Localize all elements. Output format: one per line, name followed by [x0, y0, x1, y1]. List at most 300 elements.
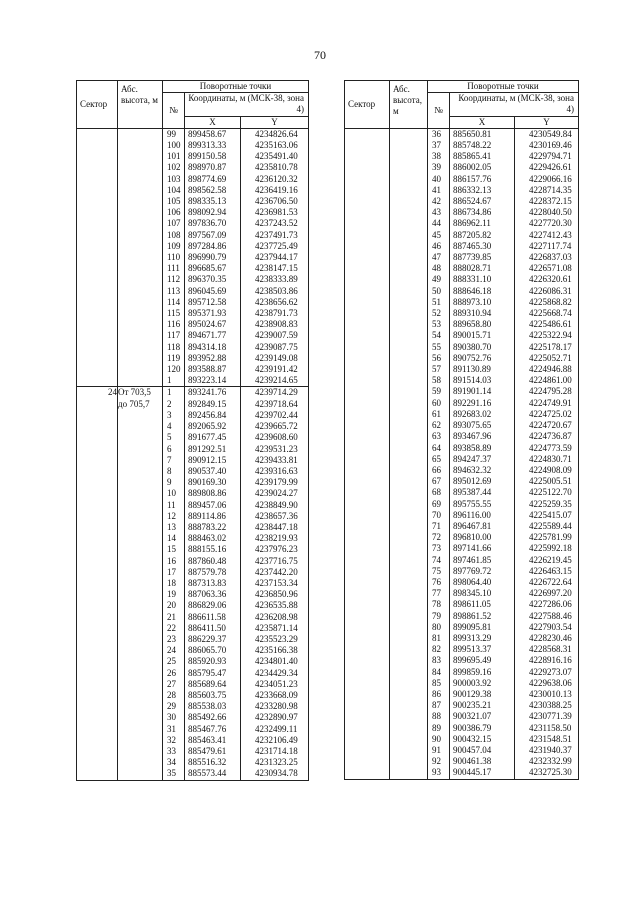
x-coordinate: 886229.37	[188, 633, 227, 644]
point-number: 19	[167, 589, 176, 600]
x-coordinate: 900235.21	[453, 700, 492, 711]
point-number: 29	[167, 701, 176, 712]
point-number: 118	[167, 341, 181, 352]
y-coordinate: 4237491.73	[255, 229, 298, 240]
x-coordinate: 898774.69	[188, 173, 227, 184]
y-coordinate: 4235810.78	[255, 162, 298, 173]
point-number: 79	[432, 610, 441, 621]
x-coordinate: 899695.49	[453, 655, 492, 666]
point-number: 9	[167, 477, 172, 488]
y-coordinate: 4239665.72	[255, 421, 298, 432]
y-coordinate: 4239087.75	[255, 341, 298, 352]
point-number: 7	[167, 454, 172, 465]
y-coordinate: 4234051.23	[255, 678, 298, 689]
point-number: 18	[167, 577, 176, 588]
x-coordinate: 885467.76	[188, 723, 227, 734]
y-coordinate: 4230010.13	[529, 688, 572, 699]
y-coordinate: 4235491.40	[255, 151, 298, 162]
x-coordinate: 894314.18	[188, 341, 227, 352]
y-coordinate: 4228372.15	[529, 196, 572, 207]
x-coordinate: 891901.14	[453, 386, 492, 397]
y-coordinate: 4236535.88	[255, 600, 298, 611]
y-coordinate: 4238219.93	[255, 533, 298, 544]
y-coordinate: 4230169.46	[529, 140, 572, 151]
x-coordinate: 899859.16	[453, 666, 492, 677]
point-number: 34	[167, 757, 176, 768]
point-number: 115	[167, 308, 181, 319]
x-coordinate: 893075.65	[453, 420, 492, 431]
point-number: 88	[432, 711, 441, 722]
y-coordinate: 4239191.42	[255, 364, 298, 375]
point-number: 102	[167, 162, 181, 173]
x-coordinate: 897141.66	[453, 543, 492, 554]
y-coordinate: 4236419.16	[255, 184, 298, 195]
y-header: Y	[241, 116, 309, 128]
point-number: 44	[432, 218, 441, 229]
point-number: 48	[432, 263, 441, 274]
x-coordinate: 887205.82	[453, 229, 492, 240]
x-coordinate: 886524.67	[453, 196, 492, 207]
x-coordinate: 894632.32	[453, 464, 492, 475]
y-coordinate: 4224908.09	[529, 464, 572, 475]
right-table-body	[345, 128, 579, 779]
point-number: 75	[432, 565, 441, 576]
x-coordinate: 887860.48	[188, 555, 227, 566]
sector-header: Сектор	[345, 81, 390, 129]
x-coordinate: 890912.15	[188, 454, 227, 465]
y-coordinate: 4234801.40	[255, 656, 298, 667]
point-number: 57	[432, 364, 441, 375]
point-number: 35	[167, 768, 176, 779]
x-coordinate: 886332.13	[453, 184, 492, 195]
point-number: 30	[167, 712, 176, 723]
point-number: 67	[432, 476, 441, 487]
x-coordinate: 888646.18	[453, 285, 492, 296]
x-coordinate: 891677.45	[188, 432, 227, 443]
x-coordinate: 890752.76	[453, 352, 492, 363]
sector-group-row	[77, 128, 309, 387]
point-number: 93	[432, 767, 441, 778]
point-number: 59	[432, 386, 441, 397]
x-coordinate: 891292.51	[188, 443, 227, 454]
point-number: 111	[167, 263, 180, 274]
x-coordinate: 897836.70	[188, 218, 227, 229]
y-coordinate: 4236981.53	[255, 207, 298, 218]
point-number: 72	[432, 532, 441, 543]
point-number: 36	[432, 128, 441, 139]
point-number: 83	[432, 655, 441, 666]
y-coordinate: 4229273.07	[529, 666, 572, 677]
x-coordinate: 900003.92	[453, 677, 492, 688]
y-coordinate: 4237243.52	[255, 218, 298, 229]
y-coordinate: 4239702.44	[255, 409, 298, 420]
y-coordinate: 4225052.71	[529, 352, 572, 363]
num-header: №	[428, 93, 450, 129]
x-coordinate: 899150.58	[188, 151, 227, 162]
y-coordinate: 4236706.50	[255, 196, 298, 207]
point-number: 70	[432, 509, 441, 520]
x-coordinate: 898970.87	[188, 162, 227, 173]
x-coordinate: 894247.37	[453, 453, 492, 464]
y-coordinate: 4235871.14	[255, 622, 298, 633]
num-header: №	[163, 93, 185, 129]
point-number: 23	[167, 633, 176, 644]
point-number: 41	[432, 184, 441, 195]
point-number: 91	[432, 744, 441, 755]
point-number: 14	[167, 533, 176, 544]
point-number-column	[428, 128, 450, 779]
abs-height-cell	[390, 128, 428, 779]
x-coordinate: 895012.69	[453, 476, 492, 487]
y-coordinate: 4225992.18	[529, 543, 572, 554]
x-coordinate: 897769.72	[453, 565, 492, 576]
point-number: 26	[167, 667, 176, 678]
y-coordinate: 4224773.59	[529, 442, 572, 453]
x-coordinate: 890537.40	[188, 465, 227, 476]
x-coordinate: 895755.55	[453, 498, 492, 509]
point-number: 110	[167, 252, 181, 263]
y-coordinate-column	[241, 128, 309, 387]
point-number: 107	[167, 218, 181, 229]
point-number: 42	[432, 196, 441, 207]
y-coordinate: 4236850.96	[255, 589, 298, 600]
y-coordinate: 4225259.35	[529, 498, 572, 509]
x-coordinate: 886829.06	[188, 600, 227, 611]
x-coordinate: 897284.86	[188, 240, 227, 251]
point-number: 54	[432, 330, 441, 341]
x-coordinate: 892456.84	[188, 409, 227, 420]
point-number: 3	[167, 409, 172, 420]
x-coordinate: 885748.22	[453, 140, 492, 151]
y-coordinate: 4229066.16	[529, 173, 572, 184]
point-number: 40	[432, 173, 441, 184]
point-number: 32	[167, 734, 176, 745]
point-number: 16	[167, 555, 176, 566]
point-number: 68	[432, 487, 441, 498]
y-coordinate: 4231714.18	[255, 745, 298, 756]
x-coordinate: 888028.71	[453, 263, 492, 274]
x-coordinate: 895712.58	[188, 296, 227, 307]
point-number: 62	[432, 420, 441, 431]
point-number: 24	[167, 645, 176, 656]
point-number: 120	[167, 364, 181, 375]
x-coordinate: 899313.33	[188, 140, 227, 151]
y-coordinate: 4235166.38	[255, 645, 298, 656]
point-number: 69	[432, 498, 441, 509]
point-number: 117	[167, 330, 181, 341]
x-coordinate: 886611.58	[188, 611, 226, 622]
y-coordinate: 4239024.27	[255, 488, 298, 499]
y-coordinate: 4237725.49	[255, 240, 298, 251]
point-number: 17	[167, 566, 176, 577]
point-number: 112	[167, 274, 181, 285]
x-coordinate: 887739.85	[453, 252, 492, 263]
abs-height-cell: От 703,5 до 705,7	[118, 387, 163, 780]
x-header: X	[185, 116, 241, 128]
point-number: 22	[167, 622, 176, 633]
x-coordinate: 885650.81	[453, 128, 492, 139]
y-coordinate: 4232725.30	[529, 767, 572, 778]
x-coordinate: 900432.15	[453, 733, 492, 744]
x-coordinate: 893952.88	[188, 352, 227, 363]
point-number: 65	[432, 453, 441, 464]
point-number: 89	[432, 722, 441, 733]
x-coordinate: 896685.67	[188, 263, 227, 274]
y-coordinate: 4237976.23	[255, 544, 298, 555]
x-header: X	[450, 116, 515, 128]
point-number: 50	[432, 285, 441, 296]
sector-group-row	[77, 387, 309, 780]
y-coordinate: 4224861.00	[529, 375, 572, 386]
y-coordinate: 4226463.15	[529, 565, 572, 576]
x-coordinate: 886734.86	[453, 207, 492, 218]
point-number: 45	[432, 229, 441, 240]
point-number: 25	[167, 656, 176, 667]
point-number: 39	[432, 162, 441, 173]
point-number: 66	[432, 464, 441, 475]
point-number: 47	[432, 252, 441, 263]
y-coordinate: 4231548.51	[529, 733, 572, 744]
y-coordinate: 4231940.37	[529, 744, 572, 755]
point-number: 87	[432, 700, 441, 711]
x-coordinate: 885492.66	[188, 712, 227, 723]
y-coordinate: 4239149.08	[255, 352, 298, 363]
point-number: 76	[432, 576, 441, 587]
x-coordinate: 885479.61	[188, 745, 227, 756]
point-number: 31	[167, 723, 176, 734]
y-coordinate: 4233668.09	[255, 689, 298, 700]
x-coordinate: 900457.04	[453, 744, 492, 755]
y-header: Y	[515, 116, 579, 128]
x-coordinate: 896990.79	[188, 252, 227, 263]
y-coordinate: 4238503.86	[255, 285, 298, 296]
point-number: 10	[167, 488, 176, 499]
y-coordinate: 4228916.16	[529, 655, 572, 666]
coordinates-table-right	[344, 80, 579, 780]
y-coordinate: 4239433.81	[255, 454, 298, 465]
y-coordinate: 4238333.89	[255, 274, 298, 285]
x-coordinate: 895024.67	[188, 319, 227, 330]
point-number: 52	[432, 308, 441, 319]
y-coordinate: 4225589.44	[529, 520, 572, 531]
point-number: 49	[432, 274, 441, 285]
y-coordinate: 4239179.99	[255, 477, 298, 488]
point-number-column	[163, 128, 185, 387]
y-coordinate: 4225005.51	[529, 476, 572, 487]
point-number: 81	[432, 632, 441, 643]
x-coordinate-column	[185, 128, 241, 387]
y-coordinate: 4224736.87	[529, 431, 572, 442]
x-coordinate: 888783.22	[188, 521, 227, 532]
point-number: 43	[432, 207, 441, 218]
y-coordinate: 4227588.46	[529, 610, 572, 621]
point-number: 37	[432, 140, 441, 151]
x-coordinate: 896467.81	[453, 520, 492, 531]
point-number: 84	[432, 666, 441, 677]
y-coordinate: 4225486.61	[529, 319, 572, 330]
x-coordinate: 887465.30	[453, 240, 492, 251]
y-coordinate: 4226320.61	[529, 274, 572, 285]
point-number: 46	[432, 240, 441, 251]
point-number: 33	[167, 745, 176, 756]
sector-cell: 24	[77, 387, 118, 780]
coords-header: Координаты, м (МСК-38, зона 4)	[450, 93, 579, 116]
turning-points-header: Поворотные точки	[428, 81, 579, 93]
point-number: 77	[432, 588, 441, 599]
y-coordinate: 4228714.35	[529, 184, 572, 195]
x-coordinate: 891514.03	[453, 375, 492, 386]
x-coordinate: 894671.77	[188, 330, 227, 341]
y-coordinate: 4226722.64	[529, 576, 572, 587]
x-coordinate: 898861.52	[453, 610, 492, 621]
left-table-body	[77, 128, 309, 780]
point-number: 28	[167, 689, 176, 700]
x-coordinate: 891130.89	[453, 364, 491, 375]
y-coordinate: 4225178.17	[529, 341, 572, 352]
y-coordinate: 4224749.91	[529, 397, 572, 408]
x-coordinate: 888973.10	[453, 296, 492, 307]
y-coordinate: 4225415.07	[529, 509, 572, 520]
point-number-column	[163, 387, 185, 780]
y-coordinate: 4237153.34	[255, 577, 298, 588]
y-coordinate: 4232332.99	[529, 756, 572, 767]
point-number: 27	[167, 678, 176, 689]
y-coordinate: 4224720.67	[529, 420, 572, 431]
x-coordinate: 886065.70	[188, 645, 227, 656]
x-coordinate: 899458.67	[188, 128, 227, 139]
point-number: 2	[167, 398, 172, 409]
x-coordinate: 900386.79	[453, 722, 492, 733]
point-number: 82	[432, 644, 441, 655]
y-coordinate: 4229638.06	[529, 677, 572, 688]
y-coordinate: 4230771.39	[529, 711, 572, 722]
point-number: 92	[432, 756, 441, 767]
y-coordinate: 4238908.83	[255, 319, 298, 330]
y-coordinate: 4229426.61	[529, 162, 572, 173]
y-coordinate: 4237944.17	[255, 252, 298, 263]
x-coordinate: 898092.94	[188, 207, 227, 218]
y-coordinate: 4224795.28	[529, 386, 572, 397]
y-coordinate: 4229794.71	[529, 151, 572, 162]
x-coordinate: 899513.37	[453, 644, 492, 655]
y-coordinate: 4239714.29	[255, 387, 298, 398]
point-number: 85	[432, 677, 441, 688]
y-coordinate: 4225122.70	[529, 487, 572, 498]
y-coordinate: 4225668.74	[529, 308, 572, 319]
y-coordinate: 4237442.20	[255, 566, 298, 577]
point-number: 78	[432, 599, 441, 610]
x-coordinate: 889658.80	[453, 319, 492, 330]
point-number: 64	[432, 442, 441, 453]
point-number: 99	[167, 128, 176, 139]
y-coordinate: 4237716.75	[255, 555, 298, 566]
point-number: 6	[167, 443, 172, 454]
point-number: 71	[432, 520, 441, 531]
x-coordinate: 892291.16	[453, 397, 492, 408]
y-coordinate: 4236208.98	[255, 611, 298, 622]
y-coordinate: 4226837.03	[529, 252, 572, 263]
coordinates-table-left	[76, 80, 309, 781]
y-coordinate: 4234826.64	[255, 128, 298, 139]
y-coordinate: 4232890.97	[255, 712, 298, 723]
x-coordinate: 893588.87	[188, 364, 227, 375]
x-coordinate: 888463.02	[188, 533, 227, 544]
sector-cell	[77, 128, 118, 387]
x-coordinate: 898611.05	[453, 599, 491, 610]
point-number: 61	[432, 408, 441, 419]
x-coordinate: 889310.94	[453, 308, 492, 319]
point-number: 1	[167, 375, 172, 386]
x-coordinate: 890380.70	[453, 341, 492, 352]
y-coordinate: 4238849.90	[255, 499, 298, 510]
point-number: 101	[167, 151, 181, 162]
y-coordinate-column	[241, 387, 309, 780]
point-number: 113	[167, 285, 181, 296]
x-coordinate: 896045.69	[188, 285, 227, 296]
x-coordinate-column	[450, 128, 515, 779]
y-coordinate: 4232106.49	[255, 734, 298, 745]
x-coordinate: 899313.29	[453, 632, 492, 643]
y-coordinate-column	[515, 128, 579, 779]
x-coordinate: 897567.09	[188, 229, 227, 240]
x-coordinate: 893467.96	[453, 431, 492, 442]
x-coordinate: 889808.86	[188, 488, 227, 499]
x-coordinate: 887313.83	[188, 577, 227, 588]
x-coordinate: 889114.86	[188, 510, 226, 521]
point-number: 86	[432, 688, 441, 699]
x-coordinate: 892683.02	[453, 408, 492, 419]
abs-height-cell	[118, 128, 163, 387]
x-coordinate: 893241.76	[188, 387, 227, 398]
x-coordinate: 892065.92	[188, 421, 227, 432]
y-coordinate: 4231158.50	[529, 722, 572, 733]
x-coordinate: 885538.03	[188, 701, 227, 712]
x-coordinate: 893858.89	[453, 442, 492, 453]
point-number: 12	[167, 510, 176, 521]
y-coordinate: 4225781.99	[529, 532, 572, 543]
abs-height-header: Абс. высота, м	[118, 81, 163, 129]
y-coordinate: 4227117.74	[529, 240, 572, 251]
x-coordinate: 885865.41	[453, 151, 492, 162]
y-coordinate: 4238791.73	[255, 308, 298, 319]
x-coordinate: 896810.00	[453, 532, 492, 543]
point-number: 119	[167, 352, 181, 363]
x-coordinate: 885603.75	[188, 689, 227, 700]
x-coordinate: 898345.10	[453, 588, 492, 599]
x-coordinate: 900321.07	[453, 711, 492, 722]
x-coordinate-column	[185, 387, 241, 780]
y-coordinate: 4235163.06	[255, 140, 298, 151]
x-coordinate: 886002.05	[453, 162, 492, 173]
x-coordinate: 888155.16	[188, 544, 227, 555]
y-coordinate: 4239007.59	[255, 330, 298, 341]
point-number: 15	[167, 544, 176, 555]
y-coordinate: 4226571.08	[529, 263, 572, 274]
y-coordinate: 4233280.98	[255, 701, 298, 712]
point-number: 60	[432, 397, 441, 408]
point-number: 13	[167, 521, 176, 532]
y-coordinate: 4230388.25	[529, 700, 572, 711]
y-coordinate: 4226997.20	[529, 588, 572, 599]
x-coordinate: 899095.81	[453, 621, 492, 632]
y-coordinate: 4239214.65	[255, 375, 298, 386]
y-coordinate: 4224725.02	[529, 408, 572, 419]
point-number: 114	[167, 296, 181, 307]
y-coordinate: 4234429.34	[255, 667, 298, 678]
point-number: 4	[167, 421, 172, 432]
turning-points-header: Поворотные точки	[163, 81, 309, 93]
point-number: 106	[167, 207, 181, 218]
